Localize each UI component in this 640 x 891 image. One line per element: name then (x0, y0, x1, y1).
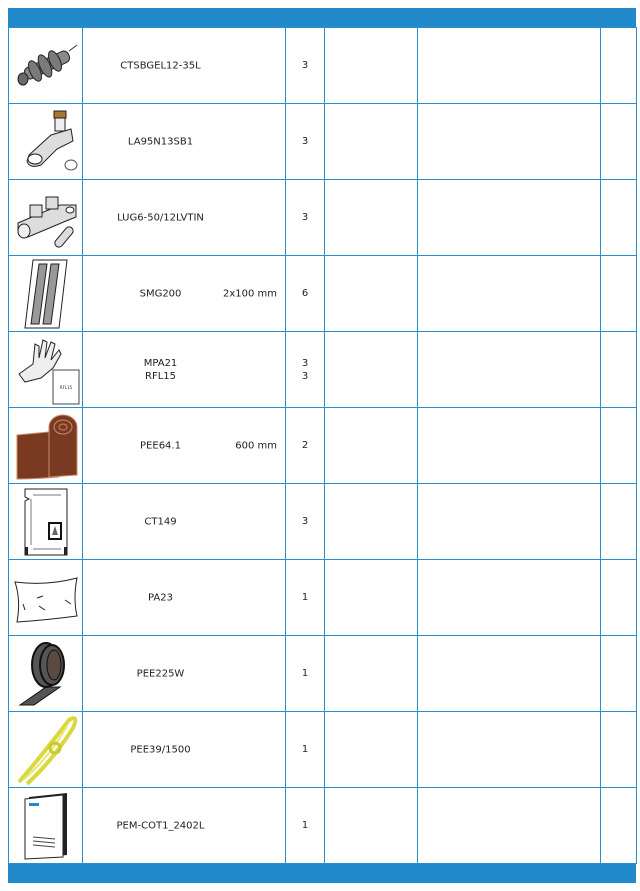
empty-cell (325, 408, 418, 484)
quantity: 1 (286, 560, 325, 636)
empty-cell (601, 180, 637, 256)
empty-cell (325, 484, 418, 560)
empty-cell (418, 560, 601, 636)
quantity: 3 (286, 104, 325, 180)
table-row (9, 332, 637, 408)
empty-cell (325, 28, 418, 104)
empty-cell (601, 560, 637, 636)
empty-cell (601, 256, 637, 332)
empty-cell (325, 788, 418, 864)
table-row (9, 28, 637, 104)
quantity-2: 3 (301, 370, 309, 382)
quantity: 3 (286, 28, 325, 104)
empty-cell (325, 104, 418, 180)
table-row (9, 560, 637, 636)
part-code-2: RFL15 (145, 370, 176, 382)
plastic-bag-icon (11, 570, 81, 626)
empty-cell (601, 484, 637, 560)
part-code: PEE225W (136, 668, 185, 679)
part-dimension: 600 mm (235, 440, 277, 451)
table-row (9, 712, 637, 788)
empty-cell (601, 712, 637, 788)
empty-cell (418, 180, 601, 256)
empty-cell (601, 636, 637, 712)
empty-cell (418, 332, 601, 408)
empty-cell (325, 560, 418, 636)
part-code (83, 357, 238, 383)
empty-cell (418, 28, 601, 104)
part-code: PEE39/1500 (130, 744, 191, 755)
mechanical-lug-icon (10, 183, 82, 253)
part-code: LUG6-50/12LVTIN (117, 212, 204, 223)
table-row (9, 180, 637, 256)
part-code: PEE64.1 (140, 440, 181, 451)
table-row (9, 636, 637, 712)
empty-cell (325, 636, 418, 712)
quantity: 3 (286, 180, 325, 256)
table-row (9, 788, 637, 864)
kit-contents-table (8, 8, 636, 883)
part-code: PEM-COT1_2402L (116, 820, 205, 831)
termination-insulator-icon (13, 41, 79, 91)
empty-cell (418, 636, 601, 712)
quantity (286, 332, 325, 408)
empty-cell (418, 256, 601, 332)
quantity: 1 (286, 712, 325, 788)
part-code: CT149 (144, 516, 177, 527)
table-row (9, 484, 637, 560)
part-code: LA95N13SB1 (127, 136, 194, 147)
empty-cell (418, 712, 601, 788)
empty-cell (418, 408, 601, 484)
table-row (9, 408, 637, 484)
part-code: PA23 (148, 592, 173, 603)
empty-cell (601, 788, 637, 864)
black-tape-icon (16, 641, 76, 707)
empty-cell (325, 180, 418, 256)
quantity: 1 (286, 636, 325, 712)
empty-cell (418, 788, 601, 864)
empty-cell (325, 256, 418, 332)
cord-icon (13, 714, 79, 786)
part-code: SMG200 (139, 288, 182, 299)
quantity: 1 (286, 788, 325, 864)
quantity: 3 (286, 484, 325, 560)
empty-cell (325, 712, 418, 788)
quantity: 6 (286, 256, 325, 332)
part-dimension: 2x100 mm (222, 288, 277, 299)
header-bar (8, 8, 636, 27)
glove-wipe-icon (11, 334, 81, 406)
quantity-1: 3 (301, 357, 309, 369)
part-code-1: MPA21 (143, 357, 178, 369)
tape-roll-icon (13, 411, 79, 481)
part-code: CTSBGEL12-35L (120, 60, 201, 71)
sachet-icon (21, 487, 71, 557)
wipe-label: RFL15 (59, 384, 72, 390)
footer-bar (8, 864, 636, 883)
empty-cell (418, 104, 601, 180)
empty-cell (601, 332, 637, 408)
sealing-strip-icon (21, 258, 71, 330)
empty-cell (601, 28, 637, 104)
empty-cell (325, 332, 418, 408)
components-table (8, 27, 637, 864)
table-row (9, 256, 637, 332)
table-row (9, 104, 637, 180)
manual-booklet-icon (21, 791, 71, 861)
cable-lug-icon (11, 107, 81, 177)
empty-cell (601, 104, 637, 180)
quantity: 2 (286, 408, 325, 484)
empty-cell (601, 408, 637, 484)
empty-cell (418, 484, 601, 560)
